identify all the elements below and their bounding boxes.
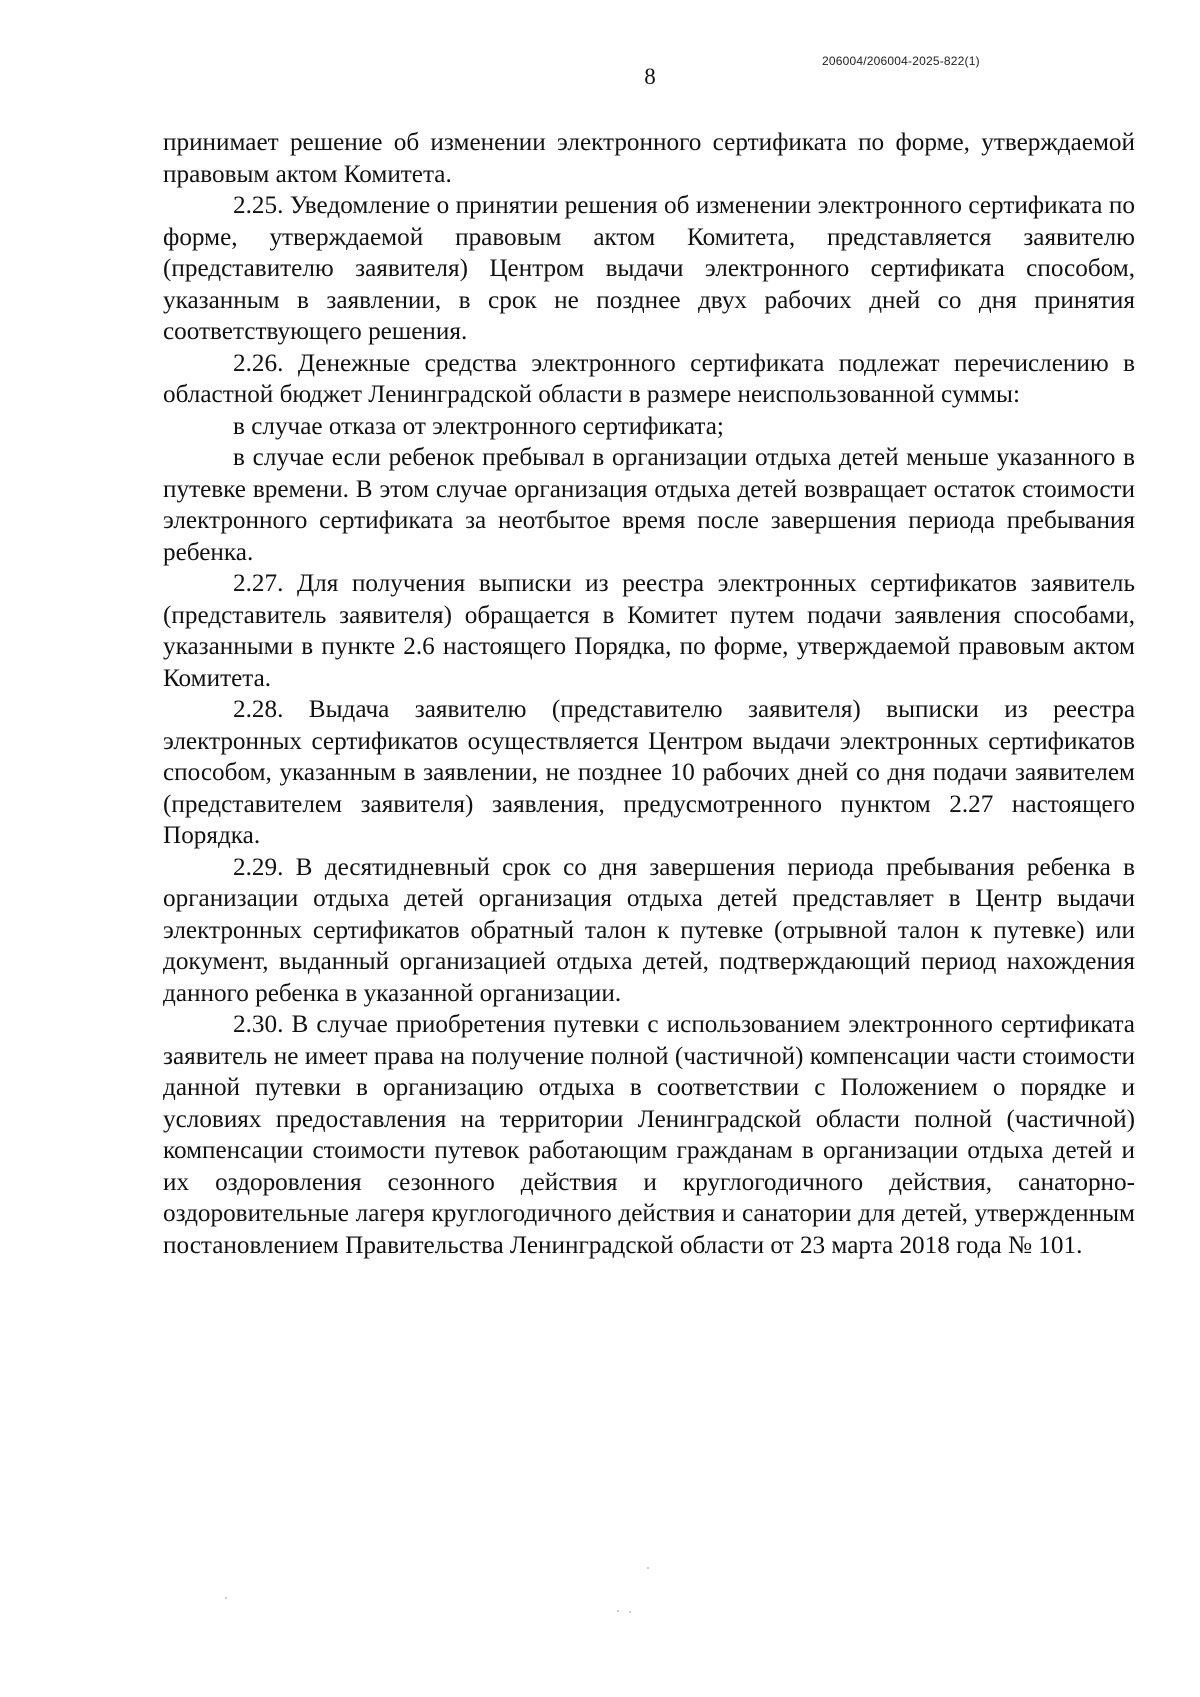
scan-speck xyxy=(647,1567,649,1569)
paragraph-2-30: 2.30. В случае приобретения путевки с использованием электронного сертификата заявитель не имеет права на получение полной (частичной) компенсации части стоимости данной путевки в организацию отдыха в соответствии с Положением о порядке и условиях предоставления на территории Ленинградской области полной (частичной) компенсации стоимости путевок работающим гражданам в организации отдыха детей и их оздоровления сезонного действия и круглогодичного действия, санаторно-оздоровительные лагеря круглогодичного действия и санатории для детей, утвержденным постановлением Правительства Ленинградской области от 23 марта 2018 года № 101. xyxy=(163,1011,1135,1259)
paragraph-continuation: принимает решение об изменении электронного сертификата по форме, утверждаемой правовым актом Комитета. xyxy=(163,129,1135,188)
scan-speck xyxy=(617,1610,619,1612)
paragraph-2-28: 2.28. Выдача заявителю (представителю заявителя) выписки из реестра электронных сертификатов осуществляется Центром выдачи электронных сертификатов способом, указанным в заявлении, не позднее 10 рабочих дней со дня подачи заявителем (представителем заявителя) заявления, предусмотренного пунктом 2.27 настоящего Порядка. xyxy=(163,696,1135,849)
paragraph-2-26-item-1: в случае отказа от электронного сертификата; xyxy=(233,412,724,440)
paragraph-2-25: 2.25. Уведомление о принятии решения об изменении электронного сертификата по форме, утверждаемой правовым актом Комитета, представляется заявителю (представителю заявителя) Центром выдачи электронного сертификата способом, указанным в заявлении, в срок не позднее двух рабочих дней со дня принятия соответствующего решения. xyxy=(163,192,1135,345)
paragraph-2-26-item-2: в случае если ребенок пребывал в организации отдыха детей меньше указанного в путевке времени. В этом случае организация отдыха детей возвращает остаток стоимости электронного сертификата за неотбытое время после завершения периода пребывания ребенка. xyxy=(163,444,1135,566)
paragraph-2-29: 2.29. В десятидневный срок со дня завершения периода пребывания ребенка в организации отдыха детей организация отдыха детей представляет в Центр выдачи электронных сертификатов обратный талон к путевке (отрывной талон к путевке) или документ, выданный организацией отдыха детей, подтверждающий период нахождения данного ребенка в указанной организации. xyxy=(163,853,1135,1007)
document-id: 206004/206004-2025-822(1) xyxy=(822,54,980,68)
scan-speck xyxy=(629,1611,631,1613)
paragraph-2-26: 2.26. Денежные средства электронного сертификата подлежат перечислению в областной бюджет Ленинградской области в размере неиспользованной суммы: xyxy=(163,349,1135,408)
scan-speck xyxy=(225,1597,227,1599)
paragraph-2-27: 2.27. Для получения выписки из реестра электронных сертификатов заявитель (представитель заявителя) обращается в Комитет путем подачи заявления способами, указанными в пункте 2.6 настоящего Порядка, по форме, утверждаемой правовым актом Комитета. xyxy=(163,570,1135,692)
page-number: 8 xyxy=(644,64,656,89)
document-body xyxy=(163,127,1135,1261)
